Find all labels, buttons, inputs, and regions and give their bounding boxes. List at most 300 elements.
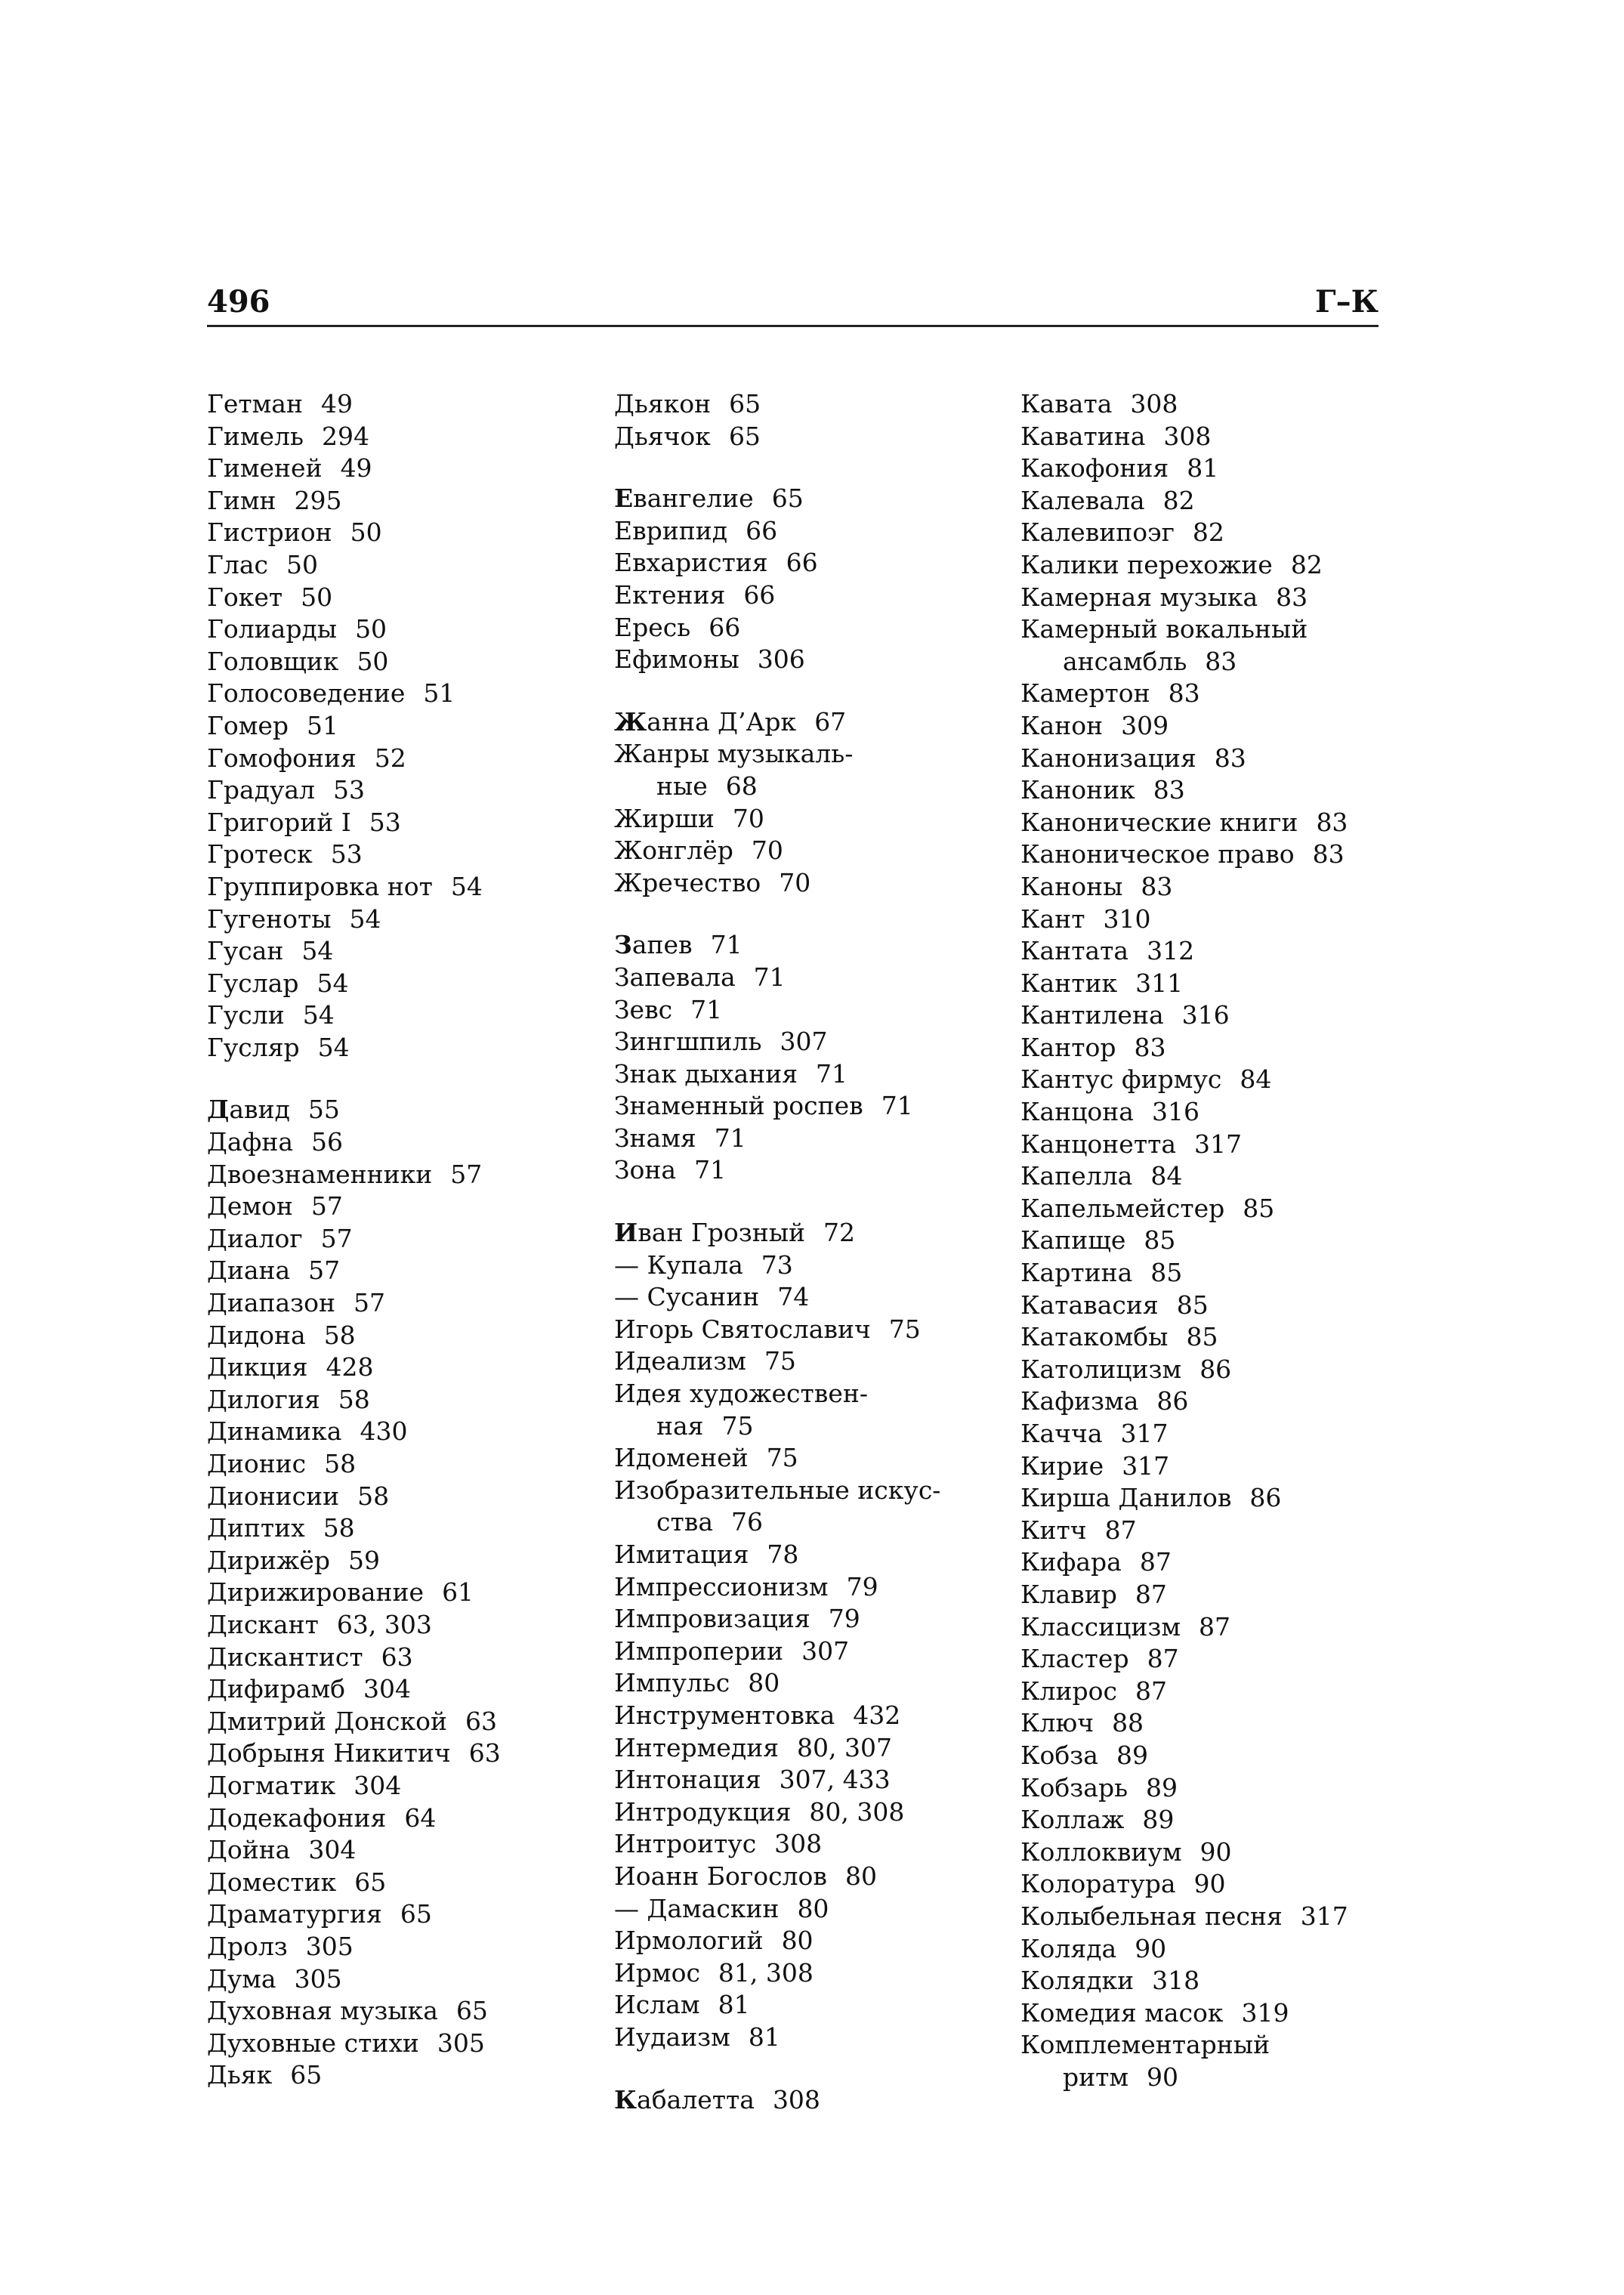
entry-pages: 66 bbox=[743, 579, 776, 610]
entry-pages: 318 bbox=[1152, 1966, 1200, 1996]
entry-pages: 75 bbox=[766, 1443, 798, 1473]
entry-pages: 50 bbox=[350, 517, 382, 548]
entry-term: Классицизм bbox=[1020, 1611, 1181, 1642]
entry-pages: 84 bbox=[1150, 1161, 1183, 1191]
index-entry bbox=[207, 1191, 501, 1223]
entry-term: вангелие bbox=[633, 483, 754, 514]
index-entry bbox=[614, 483, 940, 515]
entry-pages: 56 bbox=[311, 1127, 344, 1157]
index-entry bbox=[1020, 2029, 1348, 2062]
index-entry bbox=[1020, 968, 1348, 1000]
entry-term: Ересь bbox=[614, 612, 691, 642]
entry-term: Коллаж bbox=[1020, 1805, 1125, 1835]
index-entry bbox=[207, 2028, 501, 2060]
entry-term: Кантик bbox=[1020, 968, 1118, 998]
entry-term: Интермедия bbox=[614, 1732, 780, 1762]
entry-initial-letter: З bbox=[614, 930, 632, 960]
entry-term: Идоменей bbox=[614, 1443, 749, 1473]
index-entry bbox=[614, 1123, 940, 1155]
entry-term: Доместик bbox=[207, 1867, 337, 1897]
entry-pages: 90 bbox=[1147, 2062, 1179, 2092]
entry-term: Еврипид bbox=[614, 515, 728, 545]
entry-term: Двоезнаменники bbox=[207, 1159, 433, 1189]
entry-term: Коляда bbox=[1020, 1933, 1117, 1963]
index-entry bbox=[1020, 1160, 1348, 1193]
entry-pages: 65 bbox=[290, 2060, 323, 2090]
index-entry bbox=[1020, 1418, 1348, 1450]
entry-pages: 65 bbox=[400, 1899, 432, 1929]
entry-pages: 81, 308 bbox=[718, 1957, 814, 1988]
entry-term: Канон bbox=[1020, 710, 1104, 740]
index-entry bbox=[207, 1159, 501, 1191]
index-entry bbox=[614, 867, 940, 900]
entry-term: Духовные стихи bbox=[207, 2028, 419, 2058]
entry-pages: 82 bbox=[1290, 549, 1323, 579]
entry-term: Камерная музыка bbox=[1020, 582, 1258, 612]
index-entry bbox=[1020, 517, 1348, 549]
entry-term: Дискант bbox=[207, 1609, 319, 1639]
entry-pages: 52 bbox=[374, 743, 406, 773]
index-entry bbox=[207, 710, 501, 743]
entry-initial-letter: И bbox=[614, 1218, 638, 1248]
index-entry bbox=[207, 1320, 501, 1352]
entry-pages: 305 bbox=[305, 1931, 354, 1961]
index-entry bbox=[614, 2084, 940, 2117]
index-entry bbox=[1020, 1225, 1348, 1257]
entry-term: Гуслар bbox=[207, 968, 299, 998]
entry-term: Догматик bbox=[207, 1770, 336, 1800]
entry-term: Григорий I bbox=[207, 807, 351, 837]
entry-pages: 79 bbox=[828, 1604, 860, 1634]
entry-term: Дионисии bbox=[207, 1481, 340, 1511]
entry-term: Интродукция bbox=[614, 1796, 792, 1827]
index-entry bbox=[207, 1931, 501, 1963]
entry-pages: 71 bbox=[753, 962, 786, 992]
entry-pages: 83 bbox=[1141, 871, 1173, 901]
index-entry bbox=[207, 1609, 501, 1642]
entry-pages: 50 bbox=[301, 582, 333, 612]
entry-term: Идея художествен- bbox=[614, 1379, 869, 1409]
entry-term: Капище bbox=[1020, 1225, 1126, 1256]
entry-term: Головщик bbox=[207, 646, 339, 676]
entry-pages: 83 bbox=[1276, 582, 1308, 612]
index-entry bbox=[207, 1963, 501, 1996]
entry-pages: 305 bbox=[437, 2028, 485, 2058]
entry-term: Жонглёр bbox=[614, 836, 733, 866]
index-entry bbox=[1020, 1064, 1348, 1096]
index-entry bbox=[207, 871, 501, 903]
index-entry bbox=[207, 999, 501, 1032]
index-entry bbox=[1020, 710, 1348, 743]
index-entry bbox=[1020, 388, 1348, 421]
entry-pages: 304 bbox=[308, 1835, 357, 1865]
index-entry bbox=[614, 1828, 940, 1861]
index-entry bbox=[207, 1995, 501, 2028]
entry-pages: 58 bbox=[324, 1449, 357, 1478]
index-entry bbox=[614, 706, 940, 739]
entry-term-continuation: ная bbox=[656, 1410, 704, 1441]
index-entry bbox=[207, 1642, 501, 1674]
entry-term: Ключ bbox=[1020, 1708, 1095, 1738]
entry-pages: 59 bbox=[347, 1545, 380, 1575]
index-entry-continuation bbox=[614, 1410, 940, 1443]
entry-pages: 53 bbox=[369, 807, 401, 837]
index-entry bbox=[1020, 1611, 1348, 1644]
index-entry bbox=[1020, 807, 1348, 839]
entry-term: Дионис bbox=[207, 1449, 307, 1478]
index-entry bbox=[207, 1032, 501, 1064]
entry-pages: 90 bbox=[1193, 1869, 1226, 1899]
entry-term: Додекафония bbox=[207, 1802, 387, 1833]
entry-term: Какофония bbox=[1020, 453, 1169, 483]
entry-pages: 66 bbox=[746, 515, 778, 545]
entry-pages: 73 bbox=[761, 1249, 793, 1280]
entry-term: Канонические книги bbox=[1020, 807, 1298, 837]
entry-term: — Дамаскин bbox=[614, 1893, 780, 1923]
entry-pages: 71 bbox=[881, 1091, 913, 1121]
entry-pages: 307 bbox=[780, 1027, 828, 1057]
index-entry bbox=[207, 549, 501, 582]
index-entry bbox=[1020, 1193, 1348, 1225]
index-entry bbox=[1020, 1997, 1348, 2030]
index-entry bbox=[1020, 1546, 1348, 1579]
index-entry bbox=[614, 1893, 940, 1926]
index-entry bbox=[207, 807, 501, 839]
entry-term: Дирижирование bbox=[207, 1577, 425, 1608]
entry-term: Изобразительные искус- bbox=[614, 1475, 941, 1505]
entry-pages: 53 bbox=[330, 839, 363, 870]
entry-term: Калики перехожие bbox=[1020, 549, 1273, 579]
entry-term: Дафна bbox=[207, 1127, 294, 1157]
entry-pages: 85 bbox=[1186, 1322, 1218, 1352]
index-entry bbox=[1020, 1257, 1348, 1290]
entry-pages: 319 bbox=[1241, 1997, 1289, 2028]
entry-term: Дойна bbox=[207, 1835, 291, 1865]
index-entry bbox=[1020, 903, 1348, 936]
entry-pages: 50 bbox=[355, 614, 387, 644]
entry-pages: 81 bbox=[1187, 453, 1219, 483]
entry-term: Имитация bbox=[614, 1540, 749, 1569]
index-column-3 bbox=[1020, 388, 1348, 2124]
index-entry bbox=[207, 646, 501, 678]
entry-term: Идеализм bbox=[614, 1346, 746, 1376]
entry-pages: 83 bbox=[1168, 678, 1200, 709]
index-entry bbox=[1020, 421, 1348, 453]
index-entry bbox=[614, 388, 940, 421]
entry-pages: 76 bbox=[731, 1507, 763, 1537]
index-entry bbox=[614, 579, 940, 612]
entry-term: Гистрион bbox=[207, 517, 332, 548]
index-entry bbox=[614, 644, 940, 676]
index-entry bbox=[207, 1673, 501, 1706]
entry-term: Зевс bbox=[614, 994, 673, 1024]
entry-pages: 83 bbox=[1205, 646, 1237, 676]
entry-pages: 295 bbox=[294, 485, 342, 515]
entry-pages: 317 bbox=[1120, 1419, 1169, 1448]
entry-pages: 81 bbox=[718, 1990, 750, 2020]
index-entry bbox=[614, 1861, 940, 1893]
entry-pages: 84 bbox=[1240, 1064, 1272, 1095]
index-entry bbox=[207, 1287, 501, 1320]
entry-pages: 87 bbox=[1139, 1547, 1172, 1577]
index-entry bbox=[1020, 1385, 1348, 1418]
index-entry bbox=[207, 1481, 501, 1513]
entry-pages: 55 bbox=[307, 1095, 340, 1125]
index-letter-group bbox=[614, 2084, 940, 2117]
index-entry bbox=[1020, 935, 1348, 968]
index-entry bbox=[207, 453, 501, 485]
entry-term: Гомофония bbox=[207, 743, 357, 773]
entry-term: Гротеск bbox=[207, 839, 313, 870]
index-entry bbox=[614, 1732, 940, 1765]
index-entry bbox=[1020, 1129, 1348, 1161]
entry-term: Импровизация bbox=[614, 1604, 810, 1634]
index-entry bbox=[207, 1223, 501, 1256]
entry-pages: 71 bbox=[714, 1123, 746, 1153]
entry-term: Калевала bbox=[1020, 485, 1145, 515]
entry-pages: 65 bbox=[771, 483, 804, 514]
entry-pages: 65 bbox=[729, 389, 761, 419]
index-entry bbox=[207, 839, 501, 871]
entry-term-continuation: ные bbox=[656, 771, 708, 801]
entry-term: Колыбельная песня bbox=[1020, 1901, 1283, 1931]
index-entry bbox=[1020, 613, 1348, 646]
index-entry bbox=[207, 1577, 501, 1609]
entry-term: Диана bbox=[207, 1256, 291, 1286]
index-entry bbox=[207, 2059, 501, 2092]
index-letter-group bbox=[614, 929, 940, 1187]
entry-term: Дьяк bbox=[207, 2060, 273, 2090]
entry-term: Канцона bbox=[1020, 1097, 1134, 1127]
entry-pages: 57 bbox=[354, 1288, 386, 1318]
entry-term: Кантор bbox=[1020, 1032, 1116, 1062]
entry-pages: 65 bbox=[728, 421, 761, 451]
index-letter-group bbox=[614, 388, 940, 453]
entry-term: авид bbox=[229, 1095, 290, 1125]
entry-pages: 304 bbox=[363, 1674, 411, 1704]
entry-pages: 90 bbox=[1135, 1933, 1167, 1963]
entry-term: Кант bbox=[1020, 903, 1085, 934]
entry-term-continuation: ства bbox=[656, 1507, 713, 1537]
entry-term: Дикция bbox=[207, 1352, 308, 1382]
entry-term: Добрыня Никитич bbox=[207, 1738, 451, 1768]
entry-pages: 80 bbox=[781, 1926, 814, 1956]
entry-pages: 311 bbox=[1135, 968, 1184, 998]
entry-term: Гетман bbox=[207, 389, 303, 419]
index-letter-group bbox=[614, 706, 940, 900]
index-entry bbox=[207, 1126, 501, 1159]
entry-term: Голосоведение bbox=[207, 678, 406, 709]
entry-term: Калевипоэг bbox=[1020, 517, 1175, 548]
entry-pages: 304 bbox=[354, 1770, 402, 1800]
entry-term: Дьячок bbox=[614, 421, 711, 451]
entry-term: Ислам bbox=[614, 1990, 700, 2020]
entry-pages: 85 bbox=[1150, 1258, 1183, 1288]
entry-term: Евхаристия bbox=[614, 548, 768, 578]
entry-pages: 83 bbox=[1134, 1032, 1166, 1062]
index-entry bbox=[614, 1667, 940, 1700]
index-entry bbox=[614, 1539, 940, 1571]
entry-pages: 88 bbox=[1112, 1708, 1144, 1738]
index-entry bbox=[1020, 1836, 1348, 1869]
entry-term: Зингшпиль bbox=[614, 1027, 762, 1057]
index-entry bbox=[207, 1770, 501, 1802]
index-entry bbox=[207, 485, 501, 517]
entry-pages: 72 bbox=[823, 1218, 856, 1248]
entry-pages: 57 bbox=[308, 1256, 341, 1286]
entry-pages: 71 bbox=[710, 930, 743, 960]
index-entry bbox=[614, 1603, 940, 1636]
entry-pages: 86 bbox=[1156, 1386, 1189, 1416]
entry-pages: 67 bbox=[814, 706, 847, 737]
entry-pages: 70 bbox=[751, 836, 783, 866]
index-entry bbox=[614, 1925, 940, 1957]
index-entry bbox=[614, 1700, 940, 1732]
entry-term: Динамика bbox=[207, 1416, 342, 1447]
entry-term: Кобза bbox=[1020, 1740, 1098, 1770]
entry-pages: 308 bbox=[1163, 421, 1212, 451]
entry-term: Кантус фирмус bbox=[1020, 1064, 1222, 1095]
entry-pages: 75 bbox=[764, 1346, 796, 1376]
entry-term: Жанры музыкаль- bbox=[614, 739, 854, 769]
entry-term: Дмитрий Донской bbox=[207, 1706, 448, 1736]
index-entry bbox=[1020, 549, 1348, 582]
entry-term: Гомер bbox=[207, 710, 289, 740]
index-entry bbox=[614, 515, 940, 548]
entry-pages: 65 bbox=[354, 1867, 387, 1897]
entry-pages: 75 bbox=[888, 1314, 921, 1344]
index-entry bbox=[1020, 678, 1348, 710]
entry-term: Катакомбы bbox=[1020, 1322, 1169, 1352]
entry-pages: 50 bbox=[357, 646, 389, 676]
index-entry bbox=[207, 1094, 501, 1126]
entry-pages: 83 bbox=[1316, 807, 1348, 837]
index-entry bbox=[207, 1416, 501, 1448]
index-entry bbox=[207, 421, 501, 453]
entry-term: Канонизация bbox=[1020, 743, 1196, 773]
index-entry bbox=[207, 517, 501, 549]
index-entry bbox=[614, 1249, 940, 1282]
index-entry bbox=[614, 1442, 940, 1475]
index-entry bbox=[1020, 1676, 1348, 1708]
index-column-2 bbox=[614, 388, 940, 2146]
entry-pages: 317 bbox=[1122, 1450, 1170, 1481]
entry-pages: 86 bbox=[1249, 1483, 1282, 1513]
page-number: 496 bbox=[207, 284, 270, 320]
index-entry bbox=[207, 903, 501, 936]
entry-term: Дифирамб bbox=[207, 1674, 345, 1704]
entry-term: Импульс bbox=[614, 1668, 730, 1698]
entry-pages: 317 bbox=[1194, 1129, 1243, 1159]
entry-pages: 312 bbox=[1147, 936, 1195, 966]
index-entry bbox=[207, 968, 501, 1000]
index-entry bbox=[207, 1448, 501, 1481]
entry-term: Кирша Данилов bbox=[1020, 1483, 1232, 1513]
entry-term: Иоанн Богослов bbox=[614, 1861, 827, 1891]
index-entry bbox=[614, 1345, 940, 1378]
entry-pages: 306 bbox=[757, 644, 805, 675]
entry-pages: 317 bbox=[1300, 1901, 1348, 1931]
entry-term: Ефимоны bbox=[614, 644, 739, 675]
entry-pages: 58 bbox=[338, 1384, 370, 1414]
entry-pages: 54 bbox=[317, 1032, 350, 1062]
entry-term: Кирие bbox=[1020, 1450, 1104, 1481]
index-entry bbox=[614, 1154, 940, 1187]
entry-pages: 85 bbox=[1176, 1290, 1209, 1320]
entry-term: Импрессионизм bbox=[614, 1571, 829, 1602]
index-entry bbox=[1020, 1579, 1348, 1611]
entry-term: апев bbox=[631, 930, 693, 960]
entry-term: Ектения bbox=[614, 579, 726, 610]
entry-term: Жречество bbox=[614, 867, 761, 897]
index-entry-continuation bbox=[1020, 2062, 1348, 2094]
entry-term-continuation: ансамбль bbox=[1063, 646, 1187, 676]
entry-pages: 63, 303 bbox=[336, 1609, 432, 1639]
entry-term: Градуал bbox=[207, 775, 316, 805]
entry-pages: 53 bbox=[333, 775, 366, 805]
index-entry bbox=[1020, 582, 1348, 614]
entry-term: Гусляр bbox=[207, 1032, 300, 1062]
index-entry bbox=[614, 1217, 940, 1249]
entry-pages: 89 bbox=[1146, 1772, 1178, 1802]
entry-pages: 85 bbox=[1144, 1225, 1176, 1256]
entry-term: Демон bbox=[207, 1191, 293, 1222]
entry-pages: 294 bbox=[321, 421, 369, 451]
index-entry bbox=[207, 1351, 501, 1384]
index-entry bbox=[614, 1764, 940, 1796]
index-entry bbox=[1020, 1321, 1348, 1354]
index-entry bbox=[614, 929, 940, 962]
index-entry bbox=[614, 421, 940, 453]
index-entry bbox=[1020, 1643, 1348, 1676]
entry-term: Каноны bbox=[1020, 871, 1123, 901]
entry-term: Запевала bbox=[614, 962, 736, 992]
entry-pages: 89 bbox=[1116, 1740, 1148, 1770]
index-entry bbox=[1020, 1707, 1348, 1740]
index-entry bbox=[614, 1957, 940, 1990]
entry-term: Каватина bbox=[1020, 421, 1146, 451]
entry-pages: 57 bbox=[450, 1159, 483, 1189]
entry-term: Гимн bbox=[207, 485, 276, 515]
entry-pages: 432 bbox=[853, 1700, 901, 1730]
entry-term: Клирос bbox=[1020, 1676, 1117, 1706]
index-entry bbox=[1020, 1901, 1348, 1933]
index-entry bbox=[614, 1090, 940, 1123]
index-letter-group bbox=[207, 1094, 501, 2091]
index-entry bbox=[207, 1802, 501, 1835]
entry-pages: 316 bbox=[1151, 1097, 1199, 1127]
entry-pages: 83 bbox=[1153, 775, 1185, 805]
entry-term: ван Грозный bbox=[638, 1218, 806, 1248]
index-entry bbox=[614, 1378, 940, 1410]
entry-pages: 63 bbox=[465, 1706, 498, 1736]
entry-pages: 54 bbox=[349, 903, 381, 934]
index-entry bbox=[614, 1314, 940, 1346]
entry-pages: 430 bbox=[360, 1416, 408, 1447]
entry-term: Кафизма bbox=[1020, 1386, 1139, 1416]
index-entry bbox=[614, 962, 940, 994]
entry-pages: 87 bbox=[1104, 1515, 1137, 1545]
entry-term: Комедия масок bbox=[1020, 1997, 1224, 2028]
index-entry bbox=[207, 774, 501, 807]
index-entry bbox=[614, 1281, 940, 1314]
entry-term: Инструментовка bbox=[614, 1700, 835, 1730]
entry-initial-letter: К bbox=[614, 2084, 638, 2114]
entry-term: Жирши bbox=[614, 803, 715, 833]
index-entry bbox=[614, 2022, 940, 2054]
index-letter-group bbox=[614, 483, 940, 676]
entry-pages: 70 bbox=[732, 803, 764, 833]
